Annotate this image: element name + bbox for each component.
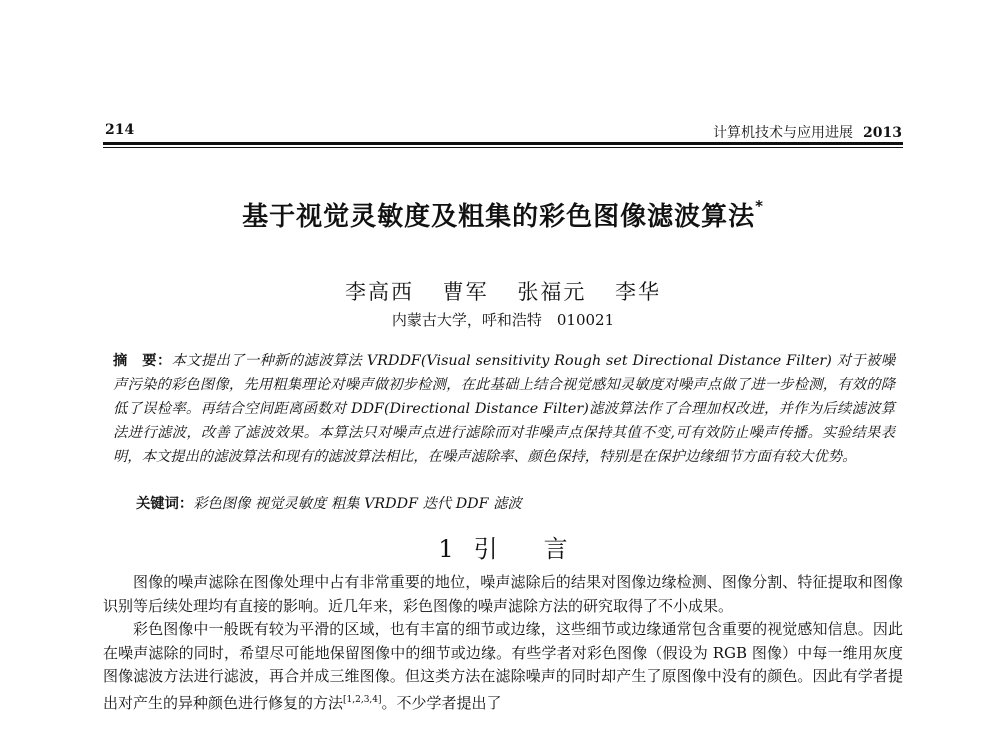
journal-name: 计算机技术与应用进展 xyxy=(713,125,854,141)
section-title-part: 言 xyxy=(543,535,568,563)
abstract xyxy=(113,349,895,469)
keywords-label: 关键词： xyxy=(136,496,194,512)
page-number: 214 xyxy=(105,122,135,138)
header-rule-thick xyxy=(103,142,903,145)
section-title-part: 引 xyxy=(473,535,498,563)
body-text xyxy=(103,571,903,715)
author: 张福元 xyxy=(517,280,587,304)
citation: [1,2,3,4] xyxy=(343,694,382,705)
author: 曹军 xyxy=(442,280,489,304)
paragraph-text: 。不少学者提出了 xyxy=(381,693,502,712)
paper-title xyxy=(103,196,903,233)
section-heading xyxy=(103,529,903,564)
header-rule-thin xyxy=(103,147,903,148)
paragraph-text: 彩色图像中一般既有较为平滑的区域，也有丰富的细节或边缘，这些细节或边缘通常包含重要的视觉感知信息。因此在噪声滤除的同时，希望尽可能地保留图像中的细节或边缘。有些学者对彩色图像（假设为 RGB 图像）中每一维用灰度图像滤波方法进行滤波，再合并成三维图像。但这类方法在滤除噪声的同时却产生了原图像中没有的颜色。因此有学者提出对产生的异种颜色进行修复的方法 xyxy=(103,620,903,712)
title-footnote-mark: * xyxy=(755,197,764,216)
section-number: 1 xyxy=(438,535,454,563)
author: 李高西 xyxy=(344,280,414,304)
body-paragraph: 图像的噪声滤除在图像处理中占有非常重要的地位，噪声滤除后的结果对图像边缘检测、图像分割、特征提取和图像识别等后续处理均有直接的影响。近几年来，彩色图像的噪声滤除方法的研究取得了不小成果。 xyxy=(103,573,903,615)
affiliation: 内蒙古大学，呼和浩特 010021 xyxy=(391,311,615,329)
keywords xyxy=(136,493,896,513)
abstract-text: 本文提出了一种新的滤波算法 VRDDF(Visual sensitivity Rough set Directional Distance Filter) 对于被噪声污染的彩色图像，先用粗集理论对噪声做初步检测，在此基础上结合视觉感知灵敏度对噪声点做了进一步检测，有效的降低了误检率。再结合空间距离函数对 DDF(Directional Distance Filter)滤波算法作了合理加权改进，并作为后续滤波算法进行滤波，改善了滤波效果。本算法只对噪声点进行滤除而对非噪声点保持其值不变,可有效防止噪声传播。实验结果表明，本文提出的滤波算法和现有的滤波算法相比，在噪声滤除率、颜色保持，特别是在保护边缘细节方面有较大优势。 xyxy=(113,353,895,465)
journal-year: 2013 xyxy=(863,125,902,141)
keywords-text: 彩色图像 视觉灵敏度 粗集 VRDDF 迭代 DDF 滤波 xyxy=(193,496,522,512)
author-list xyxy=(103,276,903,306)
paper-title-text: 基于视觉灵敏度及粗集的彩色图像滤波算法 xyxy=(242,202,756,232)
abstract-label: 摘 要： xyxy=(113,353,172,369)
body-paragraph xyxy=(103,618,903,715)
running-header xyxy=(713,122,902,142)
author: 李华 xyxy=(615,280,662,304)
